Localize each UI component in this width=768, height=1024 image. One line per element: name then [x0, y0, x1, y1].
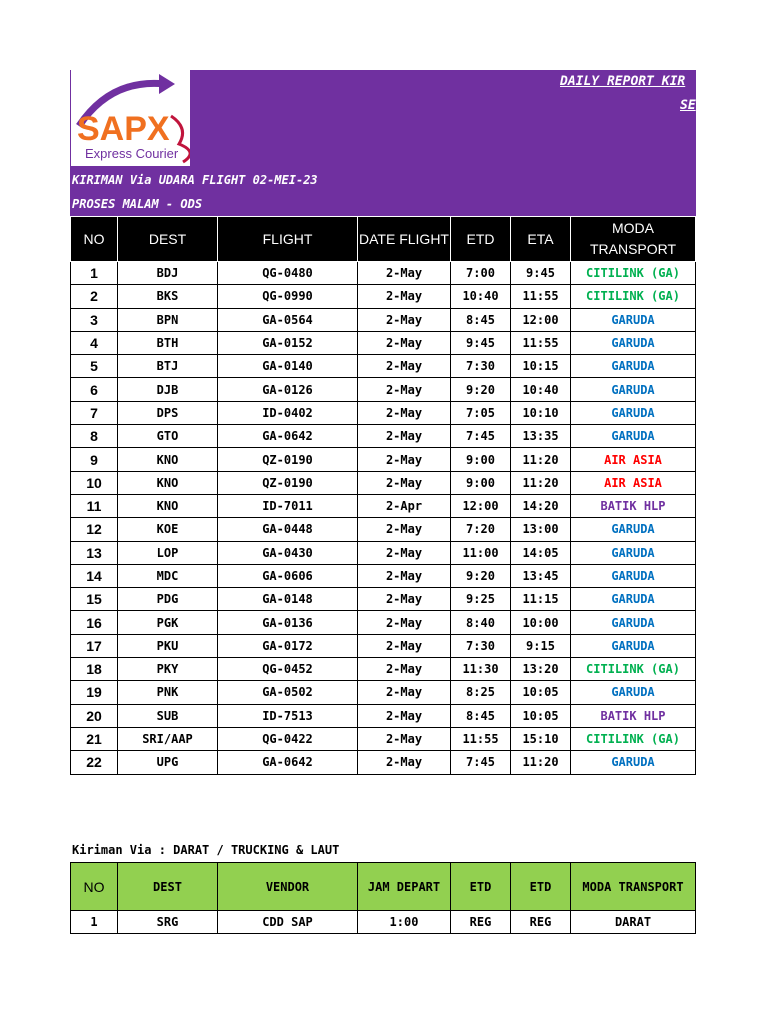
cell-date: 2-May — [358, 634, 451, 657]
cell-no: 3 — [71, 308, 118, 331]
cell-etd: 7:45 — [451, 425, 511, 448]
cell-eta: 15:10 — [511, 727, 571, 750]
cell-etd-2: REG — [511, 911, 571, 934]
cell-etd: 9:25 — [451, 588, 511, 611]
cell-eta: 10:15 — [511, 355, 571, 378]
cell-dest: KNO — [118, 471, 218, 494]
cell-moda: AIR ASIA — [571, 448, 696, 471]
cell-no: 20 — [71, 704, 118, 727]
table-row — [71, 494, 696, 517]
cell-dest: DJB — [118, 378, 218, 401]
flight-table — [70, 216, 696, 775]
cell-moda: GARUDA — [571, 588, 696, 611]
cell-no: 6 — [71, 378, 118, 401]
process-label: PROSES MALAM - ODS — [72, 197, 203, 211]
cell-flight: GA-0642 — [218, 425, 358, 448]
col-date-flight: DATE FLIGHT — [358, 217, 451, 262]
cell-moda: GARUDA — [571, 611, 696, 634]
cell-eta: 13:45 — [511, 564, 571, 587]
cell-moda: GARUDA — [571, 401, 696, 424]
col-no: NO — [71, 863, 118, 911]
cell-eta: 9:15 — [511, 634, 571, 657]
trucking-section-title: Kiriman Via : DARAT / TRUCKING & LAUT — [72, 843, 340, 857]
cell-eta: 9:45 — [511, 262, 571, 285]
cell-date: 2-May — [358, 541, 451, 564]
cell-flight: GA-0148 — [218, 588, 358, 611]
cell-dest: PDG — [118, 588, 218, 611]
cell-date: 2-May — [358, 681, 451, 704]
cell-dest: DPS — [118, 401, 218, 424]
cell-moda: CITILINK (GA) — [571, 285, 696, 308]
table-row — [71, 378, 696, 401]
cell-eta: 13:20 — [511, 658, 571, 681]
cell-dest: MDC — [118, 564, 218, 587]
cell-date: 2-May — [358, 704, 451, 727]
cell-dest: BTH — [118, 331, 218, 354]
cell-dest: KNO — [118, 494, 218, 517]
cell-moda: GARUDA — [571, 331, 696, 354]
table-row — [71, 658, 696, 681]
col-etd-2: ETD — [511, 863, 571, 911]
table-row — [71, 355, 696, 378]
cell-etd: 11:00 — [451, 541, 511, 564]
cell-date: 2-Apr — [358, 494, 451, 517]
cell-flight: QG-0480 — [218, 262, 358, 285]
report-subtitle: SE — [680, 98, 696, 113]
cell-flight: QZ-0190 — [218, 448, 358, 471]
cell-flight: ID-7011 — [218, 494, 358, 517]
cell-eta: 10:05 — [511, 704, 571, 727]
col-dest: DEST — [118, 217, 218, 262]
cell-flight: GA-0126 — [218, 378, 358, 401]
cell-moda: GARUDA — [571, 378, 696, 401]
cell-eta: 10:00 — [511, 611, 571, 634]
col-etd: ETD — [451, 217, 511, 262]
cell-eta: 11:20 — [511, 471, 571, 494]
table-row — [71, 262, 696, 285]
cell-eta: 13:35 — [511, 425, 571, 448]
table-row — [71, 564, 696, 587]
table-row — [71, 448, 696, 471]
cell-date: 2-May — [358, 727, 451, 750]
cell-etd: 10:40 — [451, 285, 511, 308]
cell-flight: ID-7513 — [218, 704, 358, 727]
cell-flight: GA-0448 — [218, 518, 358, 541]
cell-moda: GARUDA — [571, 308, 696, 331]
cell-moda: AIR ASIA — [571, 471, 696, 494]
table-row — [71, 471, 696, 494]
cell-eta: 11:20 — [511, 448, 571, 471]
cell-date: 2-May — [358, 518, 451, 541]
table-row — [71, 541, 696, 564]
cell-eta: 11:55 — [511, 285, 571, 308]
cell-date: 2-May — [358, 564, 451, 587]
cell-etd: 8:45 — [451, 308, 511, 331]
cell-no: 7 — [71, 401, 118, 424]
cell-dest: GTO — [118, 425, 218, 448]
cell-moda: BATIK HLP — [571, 704, 696, 727]
table-row — [71, 751, 696, 774]
cell-dest: KNO — [118, 448, 218, 471]
cell-moda: GARUDA — [571, 355, 696, 378]
cell-date: 2-May — [358, 471, 451, 494]
table-row — [71, 704, 696, 727]
table-row — [71, 727, 696, 750]
table-row — [71, 285, 696, 308]
cell-eta: 14:20 — [511, 494, 571, 517]
cell-date: 2-May — [358, 751, 451, 774]
cell-date: 2-May — [358, 378, 451, 401]
col-vendor: VENDOR — [218, 863, 358, 911]
cell-moda: CITILINK (GA) — [571, 658, 696, 681]
cell-moda: GARUDA — [571, 518, 696, 541]
cell-etd: 9:20 — [451, 564, 511, 587]
cell-no: 2 — [71, 285, 118, 308]
trucking-table-header — [71, 863, 696, 911]
cell-no: 8 — [71, 425, 118, 448]
cell-dest: UPG — [118, 751, 218, 774]
cell-no: 14 — [71, 564, 118, 587]
table-row — [71, 425, 696, 448]
cell-flight: GA-0430 — [218, 541, 358, 564]
cell-no: 16 — [71, 611, 118, 634]
cell-date: 2-May — [358, 401, 451, 424]
col-jam-depart: JAM DEPART — [358, 863, 451, 911]
col-eta: ETA — [511, 217, 571, 262]
cell-date: 2-May — [358, 285, 451, 308]
cell-date: 2-May — [358, 331, 451, 354]
cell-date: 2-May — [358, 308, 451, 331]
svg-text:SAPX: SAPX — [77, 110, 170, 148]
cell-dest: PGK — [118, 611, 218, 634]
flight-section-title: KIRIMAN Via UDARA FLIGHT 02-MEI-23 — [72, 173, 318, 187]
cell-moda: GARUDA — [571, 564, 696, 587]
cell-moda: GARUDA — [571, 681, 696, 704]
table-row — [71, 611, 696, 634]
cell-etd: 11:55 — [451, 727, 511, 750]
cell-no: 1 — [71, 911, 118, 934]
cell-dest: PKY — [118, 658, 218, 681]
cell-no: 1 — [71, 262, 118, 285]
cell-dest: SUB — [118, 704, 218, 727]
col-moda-transport: MODA TRANSPORT — [571, 217, 696, 262]
cell-dest: KOE — [118, 518, 218, 541]
cell-flight: GA-0642 — [218, 751, 358, 774]
cell-no: 18 — [71, 658, 118, 681]
cell-etd: 8:40 — [451, 611, 511, 634]
cell-eta: 10:10 — [511, 401, 571, 424]
cell-eta: 13:00 — [511, 518, 571, 541]
trucking-table — [70, 862, 696, 934]
cell-etd: 9:00 — [451, 471, 511, 494]
cell-moda: DARAT — [571, 911, 696, 934]
cell-no: 4 — [71, 331, 118, 354]
cell-eta: 10:40 — [511, 378, 571, 401]
table-row — [71, 331, 696, 354]
cell-etd: 11:30 — [451, 658, 511, 681]
cell-eta: 14:05 — [511, 541, 571, 564]
cell-etd: 7:30 — [451, 634, 511, 657]
cell-flight: ID-0402 — [218, 401, 358, 424]
cell-date: 2-May — [358, 658, 451, 681]
cell-eta: 11:20 — [511, 751, 571, 774]
cell-flight: GA-0136 — [218, 611, 358, 634]
cell-moda: CITILINK (GA) — [571, 262, 696, 285]
cell-flight: GA-0564 — [218, 308, 358, 331]
cell-dest: PKU — [118, 634, 218, 657]
cell-no: 15 — [71, 588, 118, 611]
cell-dest: SRI/AAP — [118, 727, 218, 750]
sapx-logo — [70, 70, 190, 166]
table-row — [71, 681, 696, 704]
flight-table-header — [71, 217, 696, 262]
cell-no: 12 — [71, 518, 118, 541]
cell-no: 13 — [71, 541, 118, 564]
col-flight: FLIGHT — [218, 217, 358, 262]
cell-etd: REG — [451, 911, 511, 934]
cell-etd: 8:45 — [451, 704, 511, 727]
cell-etd: 12:00 — [451, 494, 511, 517]
cell-date: 2-May — [358, 355, 451, 378]
cell-date: 2-May — [358, 588, 451, 611]
cell-flight: GA-0152 — [218, 331, 358, 354]
cell-etd: 7:00 — [451, 262, 511, 285]
cell-no: 11 — [71, 494, 118, 517]
cell-dest: SRG — [118, 911, 218, 934]
cell-dest: PNK — [118, 681, 218, 704]
cell-eta: 11:15 — [511, 588, 571, 611]
cell-dest: BKS — [118, 285, 218, 308]
cell-moda: GARUDA — [571, 541, 696, 564]
cell-date: 2-May — [358, 448, 451, 471]
cell-jam-depart: 1:00 — [358, 911, 451, 934]
col-dest: DEST — [118, 863, 218, 911]
cell-no: 22 — [71, 751, 118, 774]
page-edge — [696, 0, 768, 1024]
cell-no: 9 — [71, 448, 118, 471]
cell-etd: 7:05 — [451, 401, 511, 424]
cell-eta: 12:00 — [511, 308, 571, 331]
cell-eta: 10:05 — [511, 681, 571, 704]
table-row — [71, 518, 696, 541]
cell-no: 19 — [71, 681, 118, 704]
col-moda-transport: MODA TRANSPORT — [571, 863, 696, 911]
cell-dest: BPN — [118, 308, 218, 331]
cell-flight: GA-0172 — [218, 634, 358, 657]
cell-date: 2-May — [358, 262, 451, 285]
cell-flight: QZ-0190 — [218, 471, 358, 494]
table-row — [71, 911, 696, 934]
cell-moda: GARUDA — [571, 425, 696, 448]
cell-moda: BATIK HLP — [571, 494, 696, 517]
cell-no: 5 — [71, 355, 118, 378]
cell-date: 2-May — [358, 425, 451, 448]
cell-etd: 7:30 — [451, 355, 511, 378]
cell-etd: 8:25 — [451, 681, 511, 704]
cell-flight: GA-0140 — [218, 355, 358, 378]
cell-moda: GARUDA — [571, 751, 696, 774]
cell-etd: 9:45 — [451, 331, 511, 354]
cell-moda: CITILINK (GA) — [571, 727, 696, 750]
col-etd: ETD — [451, 863, 511, 911]
cell-dest: BDJ — [118, 262, 218, 285]
cell-etd: 7:45 — [451, 751, 511, 774]
cell-vendor: CDD SAP — [218, 911, 358, 934]
cell-date: 2-May — [358, 611, 451, 634]
table-row — [71, 588, 696, 611]
col-no: NO — [71, 217, 118, 262]
cell-flight: QG-0452 — [218, 658, 358, 681]
cell-etd: 7:20 — [451, 518, 511, 541]
cell-dest: BTJ — [118, 355, 218, 378]
cell-flight: GA-0502 — [218, 681, 358, 704]
cell-dest: LOP — [118, 541, 218, 564]
cell-etd: 9:20 — [451, 378, 511, 401]
table-row — [71, 401, 696, 424]
cell-no: 17 — [71, 634, 118, 657]
cell-flight: GA-0606 — [218, 564, 358, 587]
table-row — [71, 634, 696, 657]
cell-eta: 11:55 — [511, 331, 571, 354]
cell-flight: QG-0422 — [218, 727, 358, 750]
report-title: DAILY REPORT KIR — [560, 74, 686, 89]
cell-no: 21 — [71, 727, 118, 750]
svg-text:Express Courier: Express Courier — [85, 146, 179, 161]
table-row — [71, 308, 696, 331]
header-banner — [190, 70, 768, 216]
cell-etd: 9:00 — [451, 448, 511, 471]
cell-no: 10 — [71, 471, 118, 494]
cell-moda: GARUDA — [571, 634, 696, 657]
cell-flight: QG-0990 — [218, 285, 358, 308]
